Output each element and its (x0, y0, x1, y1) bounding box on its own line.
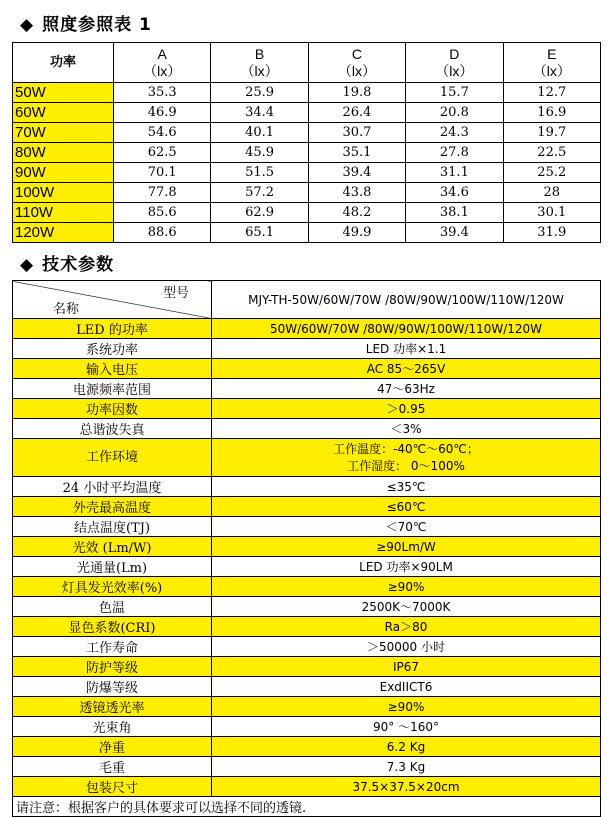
illuminance-cell: 38.1 (406, 203, 503, 223)
section-title: 照度参照表 1 (42, 15, 152, 35)
spec-row (13, 657, 601, 677)
spec-name: 结点温度(TJ) (13, 517, 212, 537)
table-row (13, 123, 601, 143)
spec-name: 系统功率 (13, 339, 212, 359)
illuminance-cell: 15.7 (406, 83, 503, 103)
table-row (13, 203, 601, 223)
spec-value: 50W/60W/70W /80W/90W/100W/110W/120W (212, 319, 601, 339)
spec-name: 显色系数(CRI) (13, 617, 212, 637)
spec-row (13, 777, 601, 797)
spec-value: ExdIICT6 (212, 677, 601, 697)
illuminance-cell: 31.1 (406, 163, 503, 183)
illuminance-cell: 39.4 (406, 223, 503, 243)
spec-row (13, 597, 601, 617)
illuminance-cell: 35.3 (114, 83, 211, 103)
illuminance-cell: 20.8 (406, 103, 503, 123)
spec-row (13, 419, 601, 439)
illuminance-cell: 45.9 (211, 143, 308, 163)
illuminance-cell: 25.9 (211, 83, 308, 103)
illuminance-cell: 85.6 (114, 203, 211, 223)
spec-name: 外壳最高温度 (13, 497, 212, 517)
illuminance-cell: 51.5 (211, 163, 308, 183)
illuminance-cell: 31.9 (503, 223, 600, 243)
power-cell: 120W (13, 223, 114, 243)
spec-value (212, 439, 601, 477)
table-header-row (13, 43, 601, 83)
illuminance-cell: 77.8 (114, 183, 211, 203)
illuminance-table (12, 42, 601, 243)
diagonal-header-cell (13, 281, 212, 319)
spec-row (13, 717, 601, 737)
spec-row (13, 439, 601, 477)
illuminance-cell: 19.8 (308, 83, 405, 103)
spec-name: 透镜透光率 (13, 697, 212, 717)
spec-name: 光效 (Lm/W) (13, 537, 212, 557)
illuminance-table-body (13, 83, 601, 243)
spec-value: ＞0.95 (212, 399, 601, 419)
illuminance-cell: 27.8 (406, 143, 503, 163)
spec-value-line: 工作温度：-40℃～60℃； (333, 441, 479, 456)
spec-row (13, 617, 601, 637)
spec-value: 2500K～7000K (212, 597, 601, 617)
spec-name: 包装尺寸 (13, 777, 212, 797)
spec-value: 90° ～160° (212, 717, 601, 737)
spec-value: LED 功率×1.1 (212, 339, 601, 359)
spec-table (12, 280, 601, 817)
table-row (13, 163, 601, 183)
spec-name: 工作环境 (13, 439, 212, 477)
section-heading-illuminance (20, 10, 152, 35)
illuminance-cell: 25.2 (503, 163, 600, 183)
column-header-d: D （lx） (406, 43, 503, 83)
table-row (13, 143, 601, 163)
spec-name: LED 的功率 (13, 319, 212, 339)
illuminance-cell: 30.1 (503, 203, 600, 223)
illuminance-cell: 62.5 (114, 143, 211, 163)
spec-row (13, 737, 601, 757)
table-row (13, 223, 601, 243)
spec-row (13, 677, 601, 697)
section-title: 技术参数 (42, 255, 115, 275)
spec-name: 总谐波失真 (13, 419, 212, 439)
spec-name: 毛重 (13, 757, 212, 777)
illuminance-cell: 49.9 (308, 223, 405, 243)
spec-value: ≤35℃ (212, 477, 601, 497)
spec-row (13, 319, 601, 339)
power-cell: 90W (13, 163, 114, 183)
illuminance-cell: 70.1 (114, 163, 211, 183)
spec-row (13, 339, 601, 359)
power-header: 功率 (13, 43, 114, 83)
illuminance-cell: 57.2 (211, 183, 308, 203)
power-cell: 50W (13, 83, 114, 103)
spec-value: ＞50000 小时 (212, 637, 601, 657)
illuminance-cell: 39.4 (308, 163, 405, 183)
section-heading-specs (20, 250, 114, 275)
spec-name: 输入电压 (13, 359, 212, 379)
spec-name: 防护等级 (13, 657, 212, 677)
illuminance-cell: 19.7 (503, 123, 600, 143)
illuminance-cell: 26.4 (308, 103, 405, 123)
illuminance-cell: 22.5 (503, 143, 600, 163)
name-label: 名称 (53, 302, 80, 317)
spec-header-row (13, 281, 601, 319)
spec-value: Ra＞80 (212, 617, 601, 637)
column-header-c: C （lx） (308, 43, 405, 83)
illuminance-cell: 28 (503, 183, 600, 203)
spec-name: 防爆等级 (13, 677, 212, 697)
spec-row (13, 537, 601, 557)
table-row (13, 103, 601, 123)
spec-value: IP67 (212, 657, 601, 677)
spec-value: 6.2 Kg (212, 737, 601, 757)
diamond-bullet-icon: ◆ (20, 15, 35, 35)
illuminance-cell: 16.9 (503, 103, 600, 123)
table-row (13, 183, 601, 203)
illuminance-cell: 40.1 (211, 123, 308, 143)
spec-value: ＜3% (212, 419, 601, 439)
spec-value: 7.3 Kg (212, 757, 601, 777)
spec-row (13, 637, 601, 657)
illuminance-cell: 48.2 (308, 203, 405, 223)
spec-row (13, 577, 601, 597)
spec-name: 灯具发光效率(%) (13, 577, 212, 597)
column-header-b: B （lx） (211, 43, 308, 83)
spec-row (13, 517, 601, 537)
column-header-e: E （lx） (503, 43, 600, 83)
spec-row (13, 557, 601, 577)
illuminance-cell: 34.6 (406, 183, 503, 203)
model-value: MJY-TH-50W/60W/70W /80W/90W/100W/110W/120W (212, 281, 601, 319)
diamond-bullet-icon: ◆ (20, 255, 35, 275)
power-cell: 110W (13, 203, 114, 223)
spec-value: ≥90Lm/W (212, 537, 601, 557)
spec-name: 色温 (13, 597, 212, 617)
model-label: 型号 (162, 286, 189, 301)
illuminance-cell: 12.7 (503, 83, 600, 103)
spec-table-body (13, 319, 601, 797)
spec-row (13, 399, 601, 419)
spec-value: LED 功率×90LM (212, 557, 601, 577)
spec-value: ≥90% (212, 697, 601, 717)
illuminance-cell: 88.6 (114, 223, 211, 243)
spec-name: 电源频率范围 (13, 379, 212, 399)
spec-name: 24 小时平均温度 (13, 477, 212, 497)
spec-row (13, 477, 601, 497)
spec-value: AC 85～265V (212, 359, 601, 379)
spec-name: 净重 (13, 737, 212, 757)
power-cell: 70W (13, 123, 114, 143)
power-cell: 80W (13, 143, 114, 163)
spec-value: ＜70℃ (212, 517, 601, 537)
illuminance-cell: 35.1 (308, 143, 405, 163)
illuminance-cell: 24.3 (406, 123, 503, 143)
spec-value: ≤60℃ (212, 497, 601, 517)
spec-name: 功率因数 (13, 399, 212, 419)
spec-value: 47～63Hz (212, 379, 601, 399)
note-text: 请注意：根据客户的具体要求可以选择不同的透镜. (13, 797, 601, 817)
illuminance-cell: 43.8 (308, 183, 405, 203)
illuminance-cell: 30.7 (308, 123, 405, 143)
spec-value: ≥90% (212, 577, 601, 597)
illuminance-cell: 46.9 (114, 103, 211, 123)
power-cell: 100W (13, 183, 114, 203)
illuminance-cell: 34.4 (211, 103, 308, 123)
spec-name: 光通量(Lm) (13, 557, 212, 577)
illuminance-cell: 65.1 (211, 223, 308, 243)
spec-name: 光束角 (13, 717, 212, 737)
illuminance-cell: 54.6 (114, 123, 211, 143)
table-row (13, 83, 601, 103)
spec-row (13, 359, 601, 379)
spec-value-line: 工作湿度： 0～100% (347, 458, 465, 473)
spec-row (13, 757, 601, 777)
spec-row (13, 497, 601, 517)
spec-row (13, 379, 601, 399)
illuminance-cell: 62.9 (211, 203, 308, 223)
power-cell: 60W (13, 103, 114, 123)
column-header-a: A （lx） (114, 43, 211, 83)
spec-value: 37.5×37.5×20cm (212, 777, 601, 797)
spec-name: 工作寿命 (13, 637, 212, 657)
spec-row (13, 697, 601, 717)
